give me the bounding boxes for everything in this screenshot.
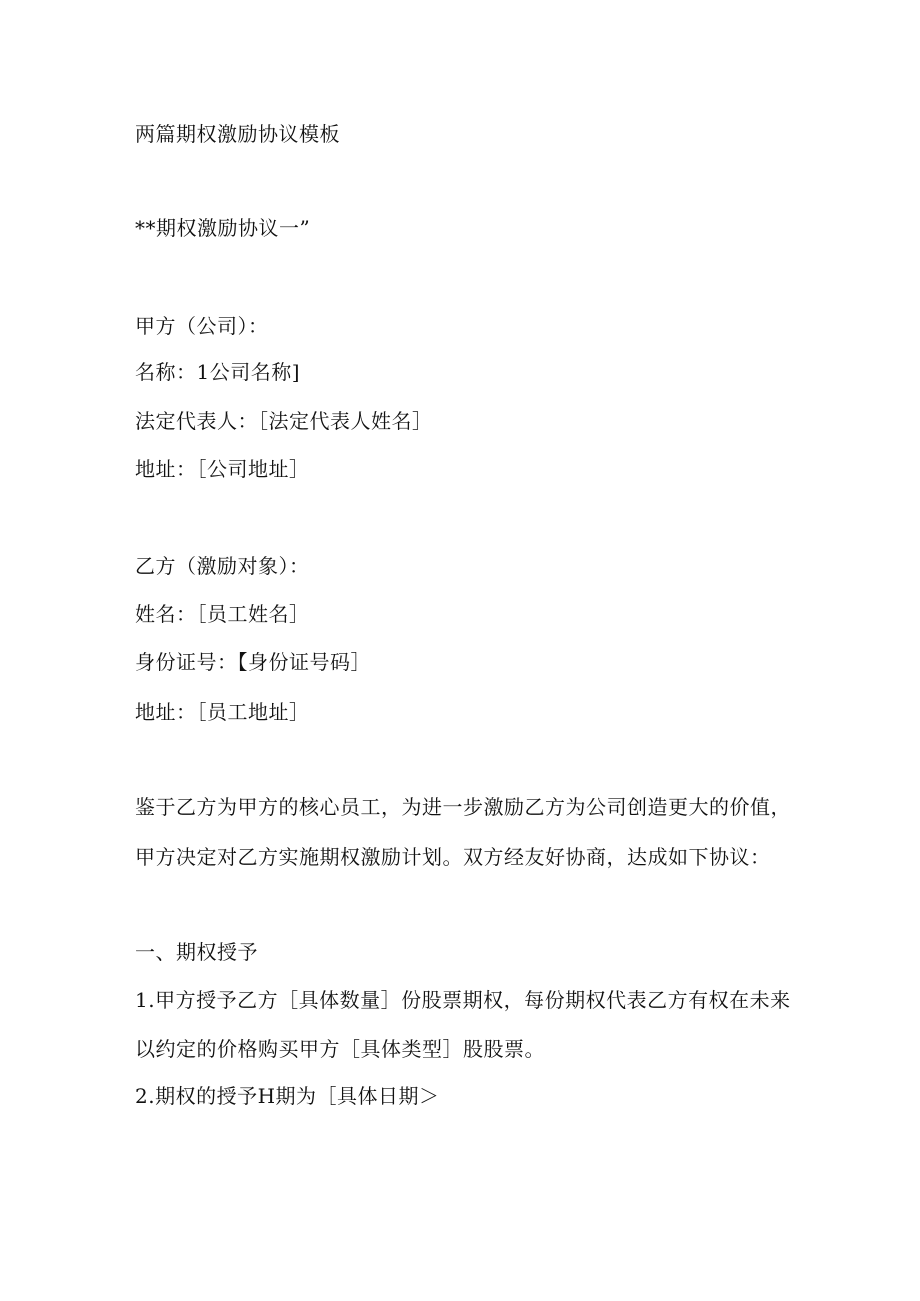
section-1-item-2: 2.期权的授予H期为［具体日期＞: [135, 1084, 440, 1108]
party-b-address: 地址：［员工地址］: [135, 700, 310, 724]
party-a-name: 名称：1公司名称]: [135, 360, 301, 384]
section-1-item-1-line-1: 1.甲方授予乙方［具体数量］份股票期权，每份期权代表乙方有权在未来: [135, 988, 791, 1012]
party-a-heading: 甲方（公司）：: [135, 314, 269, 338]
party-b-id-number: 身份证号：【身份证号码］: [135, 650, 371, 674]
document-title: 两篇期权激励协议模板: [135, 122, 340, 146]
party-b-name: 姓名：［员工姓名］: [135, 602, 310, 626]
party-a-legal-rep: 法定代表人：［法定代表人姓名］: [135, 409, 433, 433]
party-a-address: 地址：［公司地址］: [135, 457, 310, 481]
party-b-heading: 乙方（激励对象）：: [135, 554, 310, 578]
preamble-line-1: 鉴于乙方为甲方的核心员工，为进一步激励乙方为公司创造更大的价值，: [135, 795, 791, 819]
section-1-heading: 一、期权授予: [135, 940, 258, 964]
section-1-item-1-line-2: 以约定的价格购买甲方［具体类型］股股票。: [135, 1037, 545, 1061]
agreement-subtitle: **期权激励协议一”: [135, 216, 311, 240]
preamble-line-2: 甲方决定对乙方实施期权激励计划。双方经友好协商，达成如下协议：: [135, 845, 771, 869]
